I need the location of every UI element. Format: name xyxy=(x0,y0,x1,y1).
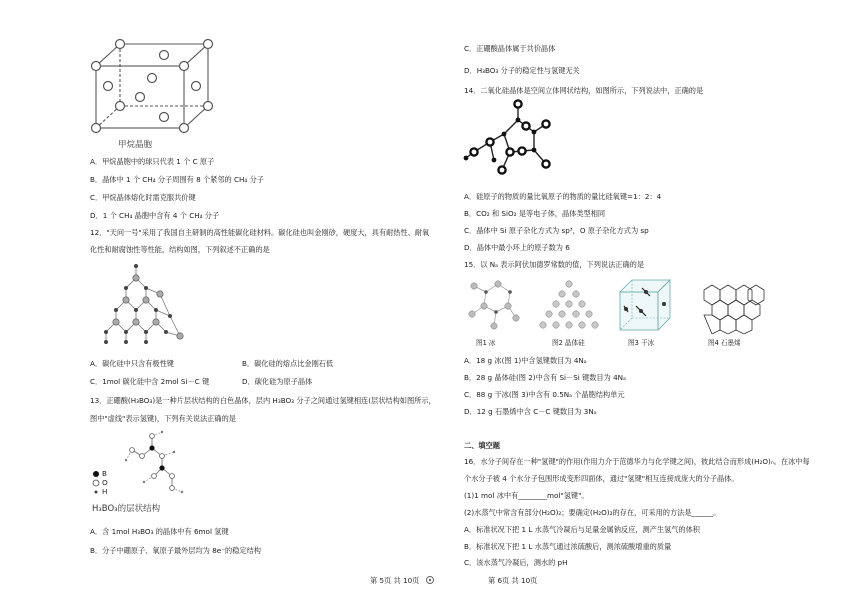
q13-option-b: B．分子中硼原子、氧原子最外层均为 8e⁻的稳定结构 xyxy=(90,546,261,555)
q11-option-c: C．甲烷晶体熔化时需克服共价键 xyxy=(90,193,196,202)
boron-legend-dot xyxy=(92,470,100,478)
hydrogen-legend-label: H xyxy=(102,487,108,496)
q12-option-d: D．碳化硅为原子晶体 xyxy=(242,377,313,386)
fig2-label: 图2 晶体硅 xyxy=(552,339,585,347)
boric-acid-figure-caption: H₃BO₃的层状结构 xyxy=(92,504,161,514)
q16-option-b: B．标准状况下把 1 L 水蒸气通过浓硫酸后，测浓硫酸增重的质量 xyxy=(464,542,672,551)
q14-option-a: A．硅原子的物质的量比氧原子的物质的量比硅氧键=1：2：4 xyxy=(464,192,662,201)
q13-stem-line-2: 图中"虚线"表示氢键)，下列有关说法正确的是 xyxy=(90,414,236,423)
q11-option-a: A．甲烷晶胞中的球只代表 1 个 C 原子 xyxy=(90,157,215,166)
q14-stem: 14．二氧化硅晶体是空间立体网状结构，如图所示，下列说法中，正确的是 xyxy=(464,86,704,95)
q15-stem: 15．以 Nₐ 表示阿伏加德罗常数的值，下列说法正确的是 xyxy=(464,260,645,269)
hydrogen-legend-dot xyxy=(92,488,100,496)
methane-figure-caption: 甲烷晶胞 xyxy=(118,140,153,150)
q14-option-d: D．晶体中最小环上的原子数为 6 xyxy=(464,243,570,252)
dry-ice-cell-figure xyxy=(614,276,676,334)
section-title: 二、填空题 xyxy=(464,441,500,450)
q11-option-d: D．1 个 CH₄ 晶胞中含有 4 个 CH₄ 分子 xyxy=(90,211,220,220)
fig3-label: 图3 干冰 xyxy=(628,339,655,347)
q12-stem-line-1: 12．"天问一号"采用了我国自主研制的高性能碳化硅材料。碳化硅也叫金刚砂，硬度大，具有耐热性、耐氧 xyxy=(90,228,430,237)
silica-network-figure xyxy=(462,98,562,180)
q16-part-2: (2)水蒸气中常含有部分(H₂O)₂；要确定(H₂O)₂的存在，可采用的方法是______。 xyxy=(464,508,721,517)
ice-structure-figure xyxy=(464,276,522,334)
methane-unit-cell-figure xyxy=(90,38,215,138)
q12-option-b: B．碳化硅的熔点比金刚石低 xyxy=(242,359,334,368)
q15-option-d: D．12 g 石墨烯中含 C－C 键数目为 3Nₐ xyxy=(464,407,597,416)
graphene-figure xyxy=(696,280,768,334)
q16-option-a: A．标准状况下把 1 L 水蒸气冷凝后与足量金属钠反应，测产生氢气的体积 xyxy=(464,525,700,534)
q13-option-d: D．H₃BO₃ 分子的稳定性与氢键无关 xyxy=(464,66,580,75)
q14-option-c: C．晶体中 Si 原子杂化方式为 sp³，O 原子杂化方式为 sp xyxy=(464,226,649,235)
q16-stem-line-1: 16．水分子间存在一种"氢键"的作用(作用力介于范德华力与化学键之间)，彼此结合而形成(H₂O)ₙ。在冰中每 xyxy=(464,457,810,466)
q12-option-c: C．1mol 碳化硅中含 2mol Si－C 键 xyxy=(90,377,210,386)
page-divider-icon xyxy=(425,575,435,585)
q15-option-c: C．88 g 干冰(图 3)中含有 0.5Nₐ 个晶胞结构单元 xyxy=(464,390,625,399)
q13-option-c: C．正硼酸晶体属于共价晶体 xyxy=(464,44,556,53)
q16-option-c: C．该水蒸气冷凝后，测水的 pH xyxy=(464,558,568,567)
crystal-silicon-figure xyxy=(538,278,600,334)
q12-stem-line-2: 化性和耐腐蚀性等性能，结构如图，下列叙述不正确的是 xyxy=(90,245,270,254)
q15-option-b: B．28 g 晶体硅(图 2)中含有 Si－Si 键数目为 4Nₐ xyxy=(464,373,626,382)
q15-option-a: A．18 g 冰(图 1)中含氢键数目为 4Nₐ xyxy=(464,356,587,365)
oxygen-legend-label: O xyxy=(102,478,108,487)
q13-stem-line-1: 13．正硼酸(H₃BO₃)是一种片层状结构的白色晶体，层内 H₃BO₃ 分子之间通过氢键相连(层状结构如图所示， xyxy=(90,396,436,405)
silicon-carbide-structure-figure xyxy=(98,260,198,348)
q13-option-a: A．含 1mol H₃BO₃ 的晶体中有 6mol 氢键 xyxy=(90,527,229,536)
right-page-number: 第 6页 共 10页 xyxy=(488,576,538,585)
boric-acid-layer-figure xyxy=(118,428,198,496)
fig4-label: 图4 石墨烯 xyxy=(708,339,741,347)
boron-legend-label: B xyxy=(102,469,107,478)
q14-option-b: B．CO₂ 和 SiO₂ 是等电子体，晶体类型相同 xyxy=(464,209,606,218)
fig1-label: 图1 冰 xyxy=(476,339,496,347)
oxygen-legend-dot xyxy=(92,479,100,487)
q12-option-a: A．碳化硅中只含有极性键 xyxy=(90,359,174,368)
q11-option-b: B．晶体中 1 个 CH₄ 分子周围有 8 个紧邻的 CH₄ 分子 xyxy=(90,175,264,184)
q16-stem-line-2: 个水分子被 4 个水分子包围形成变形四面体，通过"氢键"相互连接成庞大的分子晶体。 xyxy=(464,474,739,483)
q16-part-1: (1)1 mol 冰中有________mol"氢键"。 xyxy=(464,491,589,500)
left-page-number: 第 5页 共 10页 xyxy=(370,576,420,585)
